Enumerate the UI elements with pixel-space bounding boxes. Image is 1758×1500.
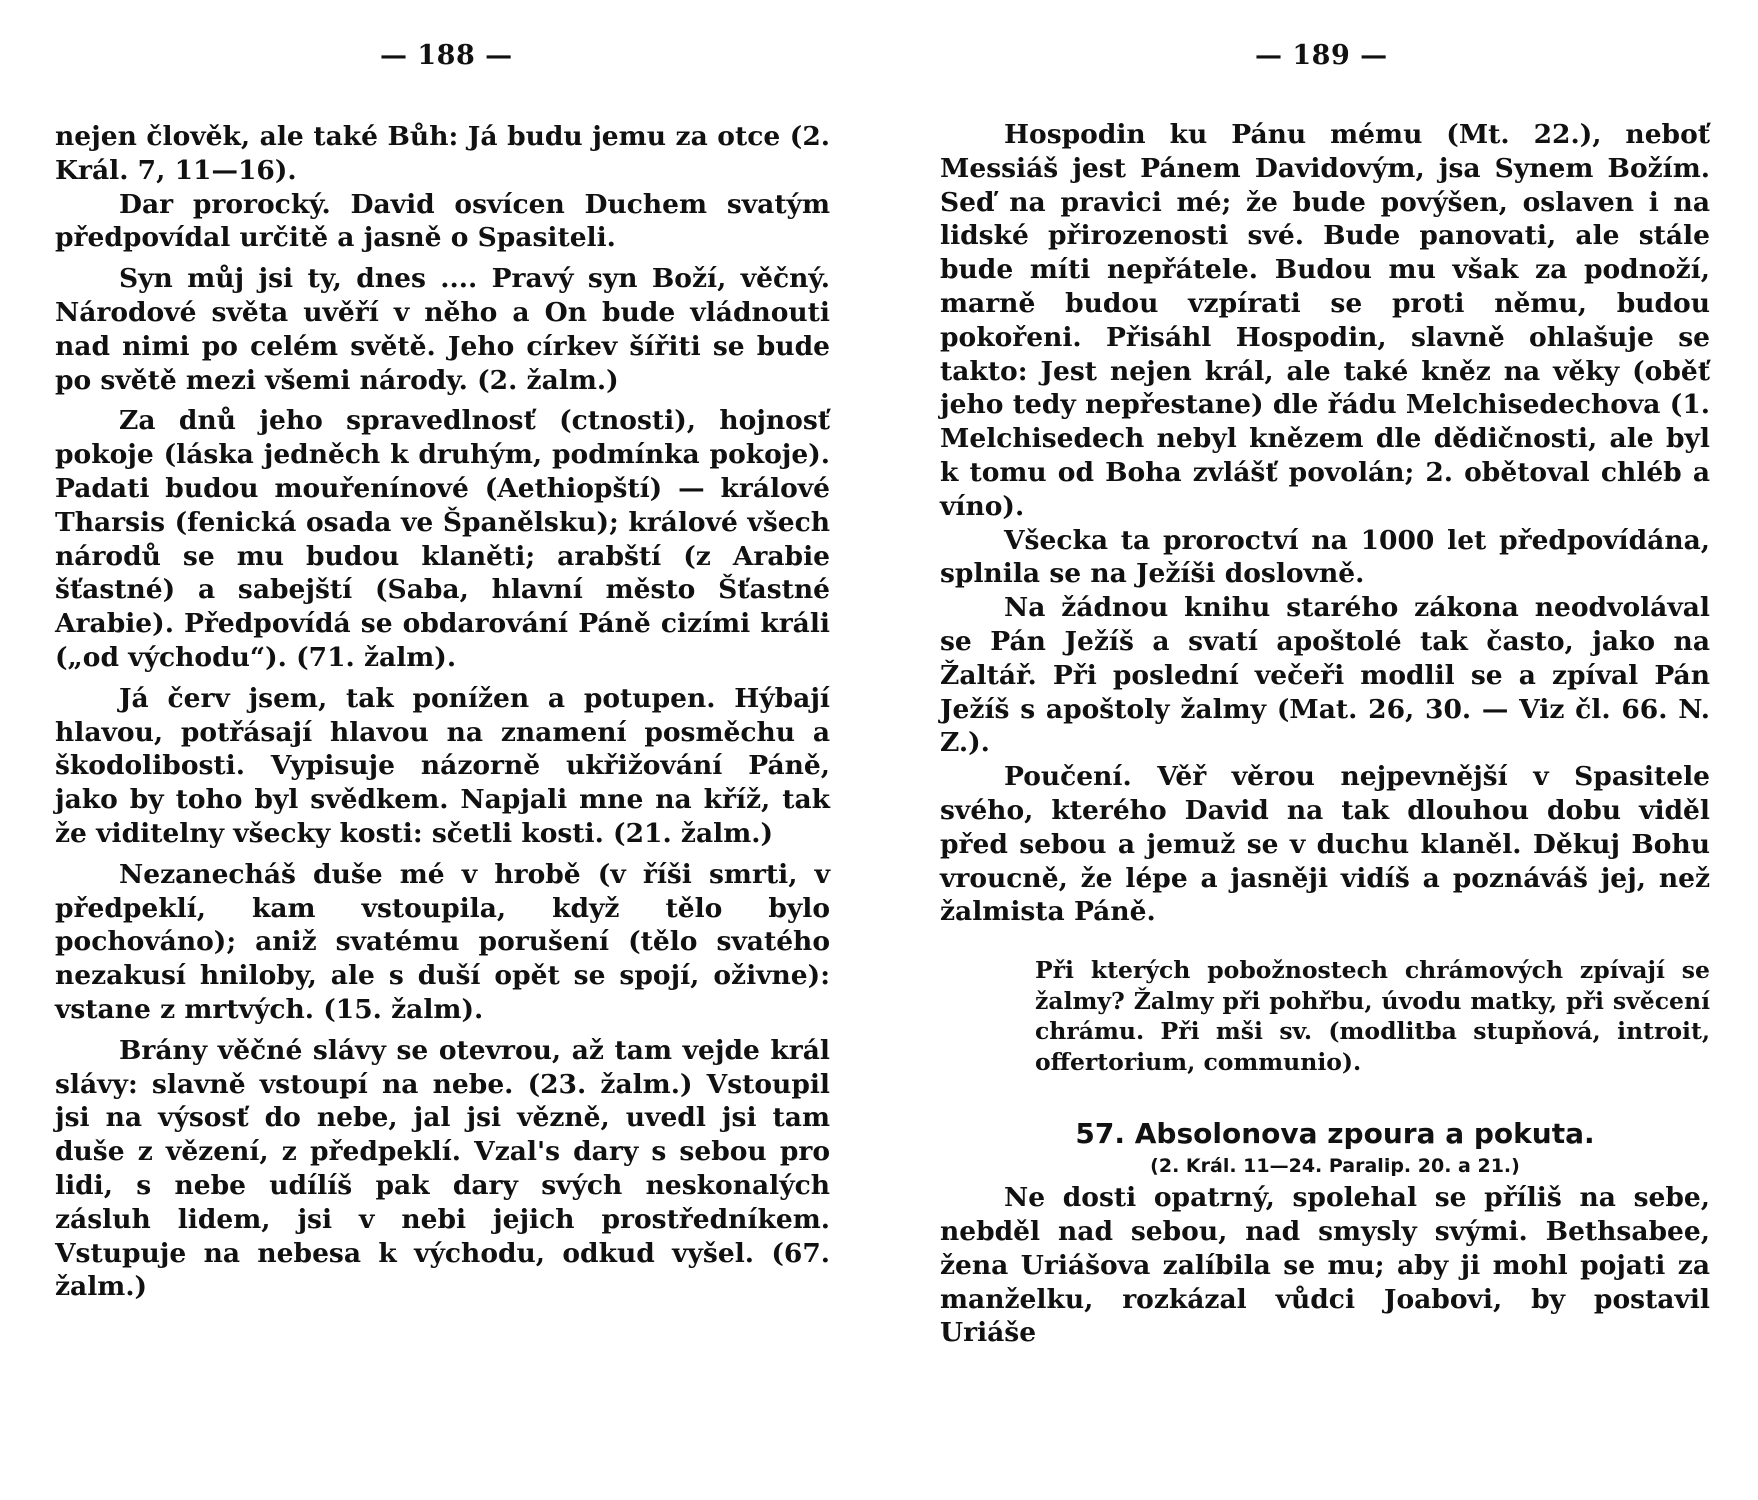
paragraph: Dar prorocký. David osvícen Duchem svatým předpovídal určitě a jasně o Spasiteli. <box>55 188 830 254</box>
paragraph: Za dnů jeho spravedlnosť (ctnosti), hojnosť pokoje (láska jedněch k druhým, podmínka pokoje). Padati budou mouřenínové (Aethiopští) — králové Tharsis (fenická osada ve Španělsku); králové všech národů se mu budou klaněti; arabští (z Arabie šťastné) a sabejští (Saba, hlavní město Šťastné Arabie). Předpovídá se obdarování Páně cizími králi („od východu“). (71. žalm). <box>55 405 830 673</box>
paragraph: Hospodin ku Pánu mému (Mt. 22.), neboť Messiáš jest Pánem Davidovým, jsa Synem Božím. Seď na pravici mé; že bude povýšen, oslaven i na lidské přirozenosti své. Bude panovati, ale stále bude míti nepřátele. Budou mu však za podnoží, marně budou vzpírati se proti němu, budou pokořeni. Přisáhl Hospodin, slavně ohlašuje se takto: Jest nejen král, ale také kněz na věky (oběť jeho tedy nepřestane) dle řádu Melchisedechova (1. Melchisedech nebyl knězem dle dědičnosti, ale byl k tomu od Boha zvlášť povolán; 2. obětoval chléb a víno). <box>940 119 1710 522</box>
page-number: — 188 — <box>380 40 513 71</box>
paragraph: Já červ jsem, tak ponížen a potupen. Hýbají hlavou, potřásají hlavou na znamení posměchu a škodolibosti. Vypisuje názorně ukřižování Páně, jako by toho byl svědkem. Napjali mne na kříž, tak že viditelny všecky kosti: sčetli kosti. (21. žalm.) <box>55 682 830 849</box>
note-block <box>1035 955 1710 1077</box>
paragraph: Syn můj jsi ty, dnes .... Pravý syn Boží, věčný. Národové světa uvěří v něho a On bude vládnouti nad nimi po celém světě. Jeho církev šířiti se bude po světě mezi všemi národy. (2. žalm.) <box>55 263 830 396</box>
section-reference: (2. Král. 11—24. Paralip. 20. a 21.) <box>1150 1155 1520 1178</box>
paragraph: Ne dosti opatrný, spolehal se příliš na sebe, nebděl nad sebou, nad smysly svými. Bethsabee, žena Uriášova zalíbila se mu; aby ji mohl pojati za manželku, rozkázal vůdci Joabovi, by postavil Uriáše <box>940 1182 1710 1349</box>
left-page-text <box>55 120 830 1304</box>
paragraph: Nezanecháš duše mé v hrobě (v říši smrti, v předpeklí, kam vstoupila, když tělo bylo pochováno); aniž svatému porušení (tělo svatého nezakusí hniloby, ale s duší opět se spojí, oživne): vstane z mrtvých. (15. žalm). <box>55 858 830 1025</box>
paragraph: Poučení. Věř věrou nejpevnější v Spasitele svého, kterého David na tak dlouhou dobu viděl před sebou a jemuž se v duchu klaněl. Děkuj Bohu vroucně, že lépe a jasněji vidíš a poznáváš jej, než žalmista Páně. <box>940 761 1710 928</box>
paragraph: nejen člověk, ale také Bůh: Já budu jemu za otce (2. Král. 7, 11—16). <box>55 121 830 186</box>
paragraph: Na žádnou knihu starého zákona neodvolával se Pán Ježíš a svatí apoštolé tak často, jako na Žaltář. Při poslední večeři modlil se a zpíval Pán Ježíš s apoštoly žalmy (Mat. 26, 30. — Viz čl. 66. N. Z.). <box>940 592 1710 759</box>
note-text: Při kterých pobožnostech chrámových zpívají se žalmy? Žalmy při pohřbu, úvodu matky, při svěcení chrámu. Při mši sv. (modlitba stupňová, introit, offertorium, communio). <box>1035 956 1710 1076</box>
section-heading: 57. Absolonova zpoura a pokuta. <box>1075 1117 1595 1151</box>
page-number: — 189 — <box>1255 40 1388 71</box>
paragraph: Brány věčné slávy se otevrou, až tam vejde král slávy: slavně vstoupí na nebe. (23. žalm.) Vstoupil jsi na výsosť do nebe, jal jsi vězně, uvedl jsi tam duše z vězení, z předpeklí. Vzal's dary s sebou pro lidi, s nebe udílíš pak dary svých neskonalých zásluh lidem, jsi v nebi jejich prostředníkem. Vstupuje na nebesa k východu, odkud vyšel. (67. žalm.) <box>55 1034 830 1303</box>
paragraph: Všecka ta proroctví na 1000 let předpovídána, splnila se na Ježíši doslovně. <box>940 524 1710 590</box>
right-page-text <box>940 118 1710 1350</box>
